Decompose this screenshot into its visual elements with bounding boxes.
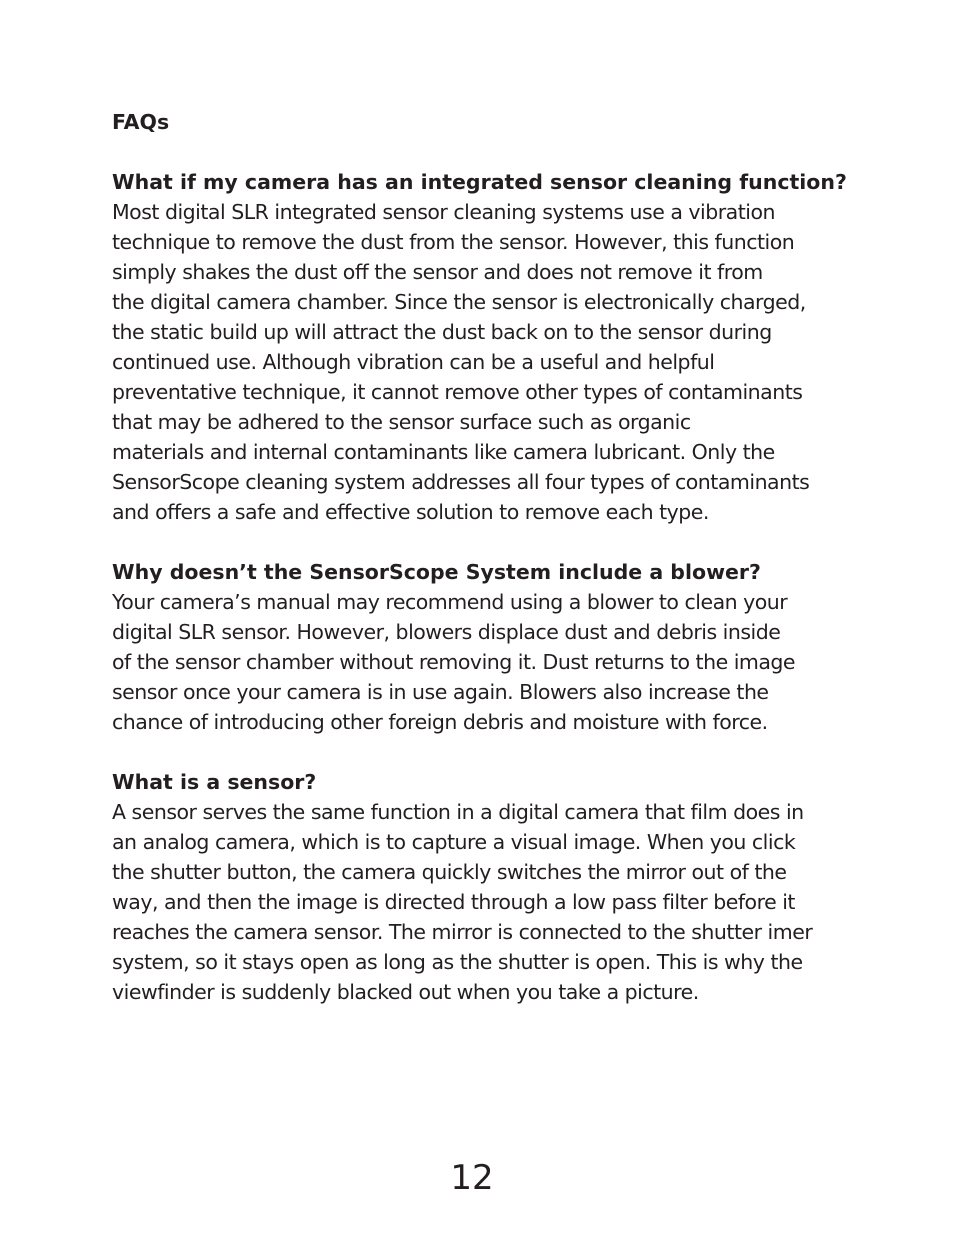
faq-answer-line: viewfinder is suddenly blacked out when you take a picture. [112,980,699,1004]
faq-answer-line: A sensor serves the same function in a digital camera that film does in [112,800,804,824]
faq-answer-line: of the sensor chamber without removing it. Dust returns to the image [112,650,796,674]
faq-answer-line: an analog camera, which is to capture a visual image. When you click [112,830,796,854]
faq-answer-line: materials and internal contaminants like camera lubricant. Only the [112,440,775,464]
faq-answer-line: the shutter button, the camera quickly switches the mirror out of the [112,860,787,884]
faq-answer-line: system, so it stays open as long as the shutter is open. This is why the [112,950,803,974]
faq-item-sensor [112,767,854,1007]
faq-answer-line: the digital camera chamber. Since the sensor is electronically charged, [112,290,806,314]
page-content [112,107,854,1007]
faq-answer-line: the static build up will attract the dust back on to the sensor during [112,320,772,344]
faq-answer-line: that may be adhered to the sensor surface such as organic [112,410,691,434]
spacer [112,737,854,767]
faq-question: What is a sensor? [112,770,317,794]
faq-answer-line: sensor once your camera is in use again. Blowers also increase the [112,680,769,704]
faq-question: What if my camera has an integrated sensor cleaning function? [112,170,847,194]
page-title: FAQs [112,110,170,134]
page-number: 12 [450,1158,494,1198]
faq-answer-line: and offers a safe and effective solution to remove each type. [112,500,709,524]
faq-answer-line: SensorScope cleaning system addresses all four types of contaminants [112,470,810,494]
faq-answer-line: reaches the camera sensor. The mirror is connected to the shutter imer [112,920,813,944]
faq-item-sensor-cleaning [112,167,854,527]
faq-answer-line: way, and then the image is directed through a low pass filter before it [112,890,795,914]
faq-answer-line: digital SLR sensor. However, blowers displace dust and debris inside [112,620,781,644]
spacer [112,137,854,167]
faq-answer-line: continued use. Although vibration can be a useful and helpful [112,350,715,374]
faq-answer-line: Your camera’s manual may recommend using a blower to clean your [112,590,788,614]
faq-answer-line: preventative technique, it cannot remove other types of contaminants [112,380,803,404]
faq-question: Why doesn’t the SensorScope System include a blower? [112,560,761,584]
faq-answer-line: chance of introducing other foreign debris and moisture with force. [112,710,768,734]
faq-answer-line: technique to remove the dust from the sensor. However, this function [112,230,795,254]
faq-item-blower [112,557,854,737]
spacer [112,527,854,557]
faq-answer-line: simply shakes the dust off the sensor and does not remove it from [112,260,763,284]
faq-answer-line: Most digital SLR integrated sensor cleaning systems use a vibration [112,200,775,224]
